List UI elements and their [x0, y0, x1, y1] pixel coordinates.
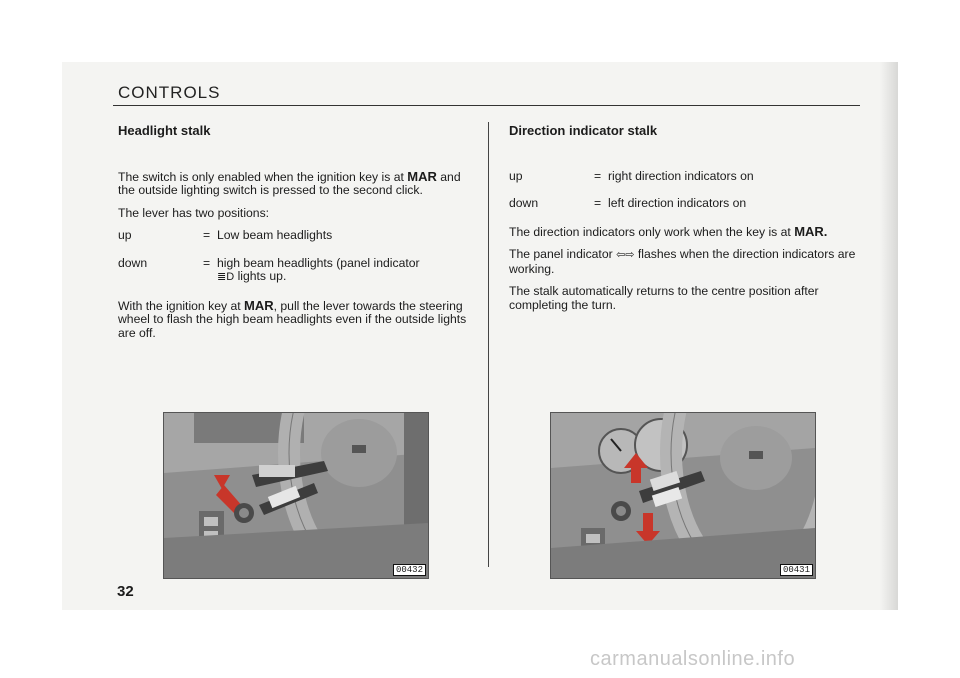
panel-text: The panel indicator: [509, 247, 613, 261]
row-eq: =: [594, 168, 602, 183]
positions-intro: The lever has two positions:: [118, 205, 270, 220]
intro-mar: MAR: [407, 168, 437, 184]
row-eq: =: [203, 228, 211, 242]
key-paragraph: [509, 225, 864, 240]
row-desc: left direction indicators on: [608, 196, 747, 210]
direction-stalk-illustration: [551, 413, 815, 578]
row-desc: right direction indicators on: [608, 168, 754, 183]
direction-stalk-heading: Direction indicator stalk: [509, 123, 658, 138]
headlight-row-down: [118, 257, 473, 285]
figure-code: 00432: [393, 564, 426, 576]
row-term: down: [509, 196, 539, 210]
row-desc: Low beam headlights: [217, 228, 333, 242]
title-rule: [113, 105, 860, 106]
row-desc-text: high beam headlights (panel indicator: [217, 255, 420, 270]
panel-paragraph: [509, 248, 864, 276]
row-term: down: [118, 255, 148, 270]
row-eq: =: [203, 255, 211, 270]
turn-signal-icon: ⇦⇨: [616, 249, 635, 261]
headlight-stalk-heading: Headlight stalk: [118, 123, 211, 138]
intro-text: The switch is only enabled when the ignition key is at: [118, 169, 404, 184]
panel-text-2: flashes when the direction indicators are working.: [509, 247, 856, 276]
high-beam-icon: ≣D: [217, 271, 235, 283]
row-eq: =: [594, 196, 602, 210]
key-mar: MAR.: [794, 223, 828, 239]
figure-code: 00431: [780, 564, 813, 576]
direction-row-up: [509, 170, 864, 184]
watermark: carmanualsonline.info: [590, 648, 796, 670]
headlight-intro: [118, 170, 473, 198]
flash-paragraph: [118, 299, 473, 341]
direction-row-down: [509, 197, 864, 211]
page-number: 32: [117, 583, 134, 600]
return-paragraph: The stalk automatically returns to the centre position after completing the turn.: [509, 284, 819, 312]
page-edge-shadow: [880, 62, 898, 610]
headlight-stalk-photo: [163, 412, 429, 579]
row-desc-text-2: lights up.: [237, 269, 287, 283]
section-title: CONTROLS: [118, 83, 221, 102]
column-divider: [488, 122, 489, 567]
direction-stalk-column: [509, 124, 864, 321]
headlight-stalk-illustration: [164, 413, 428, 578]
row-term: up: [509, 168, 523, 183]
headlight-stalk-column: [118, 124, 473, 349]
flash-text-2: , pull the lever towards the steering wheel to flash the high beam headlights even if the outside lights are off.: [118, 298, 467, 340]
row-term: up: [118, 228, 132, 242]
direction-stalk-photo: [550, 412, 816, 579]
intro-text-2: and the outside lighting switch is pressed to the second click.: [118, 169, 461, 197]
row-desc: [217, 257, 473, 285]
headlight-row-up: [118, 229, 473, 243]
flash-mar: MAR: [244, 297, 274, 313]
key-text: The direction indicators only work when the key is at: [509, 224, 791, 239]
flash-text: With the ignition key at: [118, 298, 241, 313]
